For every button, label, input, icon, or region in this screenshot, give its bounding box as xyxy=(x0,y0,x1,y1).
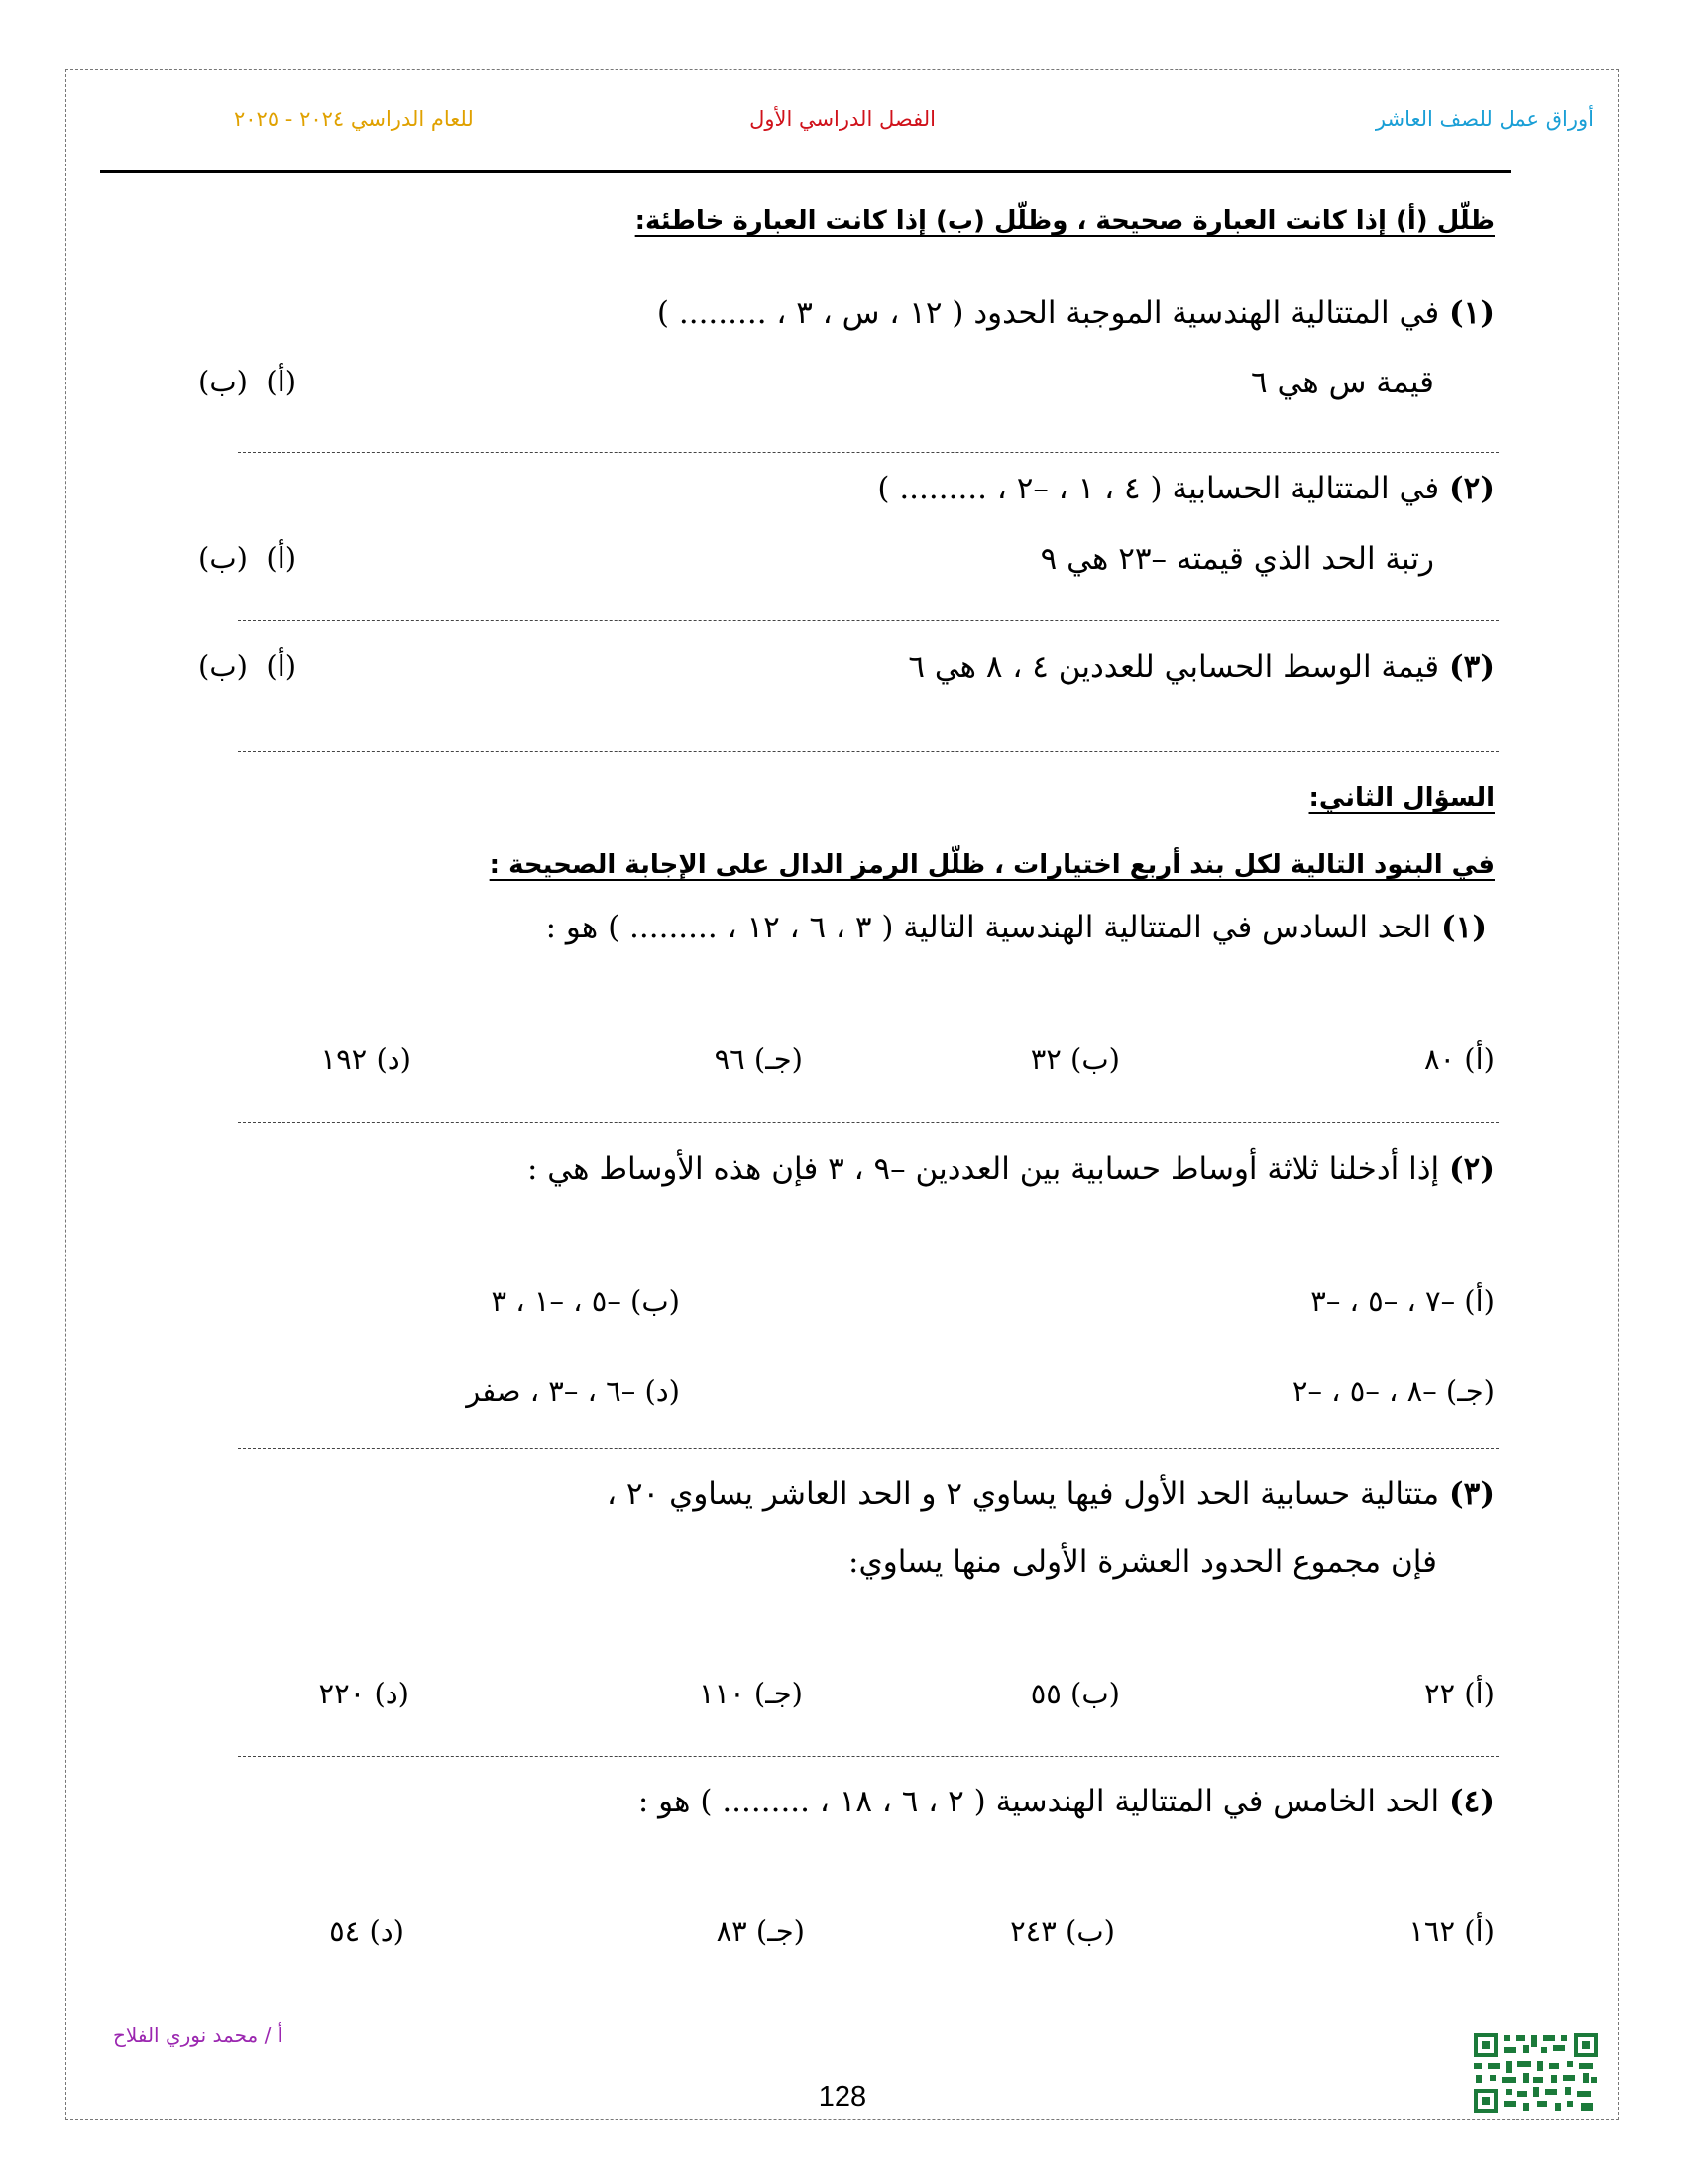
mcq-2-option-b[interactable]: (ب) –٥ ، –١ ، ٣ xyxy=(491,1284,680,1318)
question-text: إذا أدخلنا ثلاثة أوساط حسابية بين العددين –٩ ، ٣ فإن هذه الأوساط هي : xyxy=(526,1151,1440,1187)
header-grade-title: أوراق عمل للصف العاشر xyxy=(1375,107,1594,131)
question-text: متتالية حسابية الحد الأول فيها يساوي ٢ و الحد العاشر يساوي ٢٠ ، xyxy=(607,1476,1440,1512)
true-choice[interactable]: (أ) xyxy=(266,649,297,683)
tf-question-1 xyxy=(657,295,1495,331)
mcq-3-option-b[interactable]: (ب) ٥٥ xyxy=(1030,1677,1120,1710)
mcq-question-1 xyxy=(546,910,1487,945)
mcq-3-option-c[interactable]: (جـ) ١١٠ xyxy=(698,1677,803,1710)
mcq-1-option-b[interactable]: (ب) ٣٢ xyxy=(1030,1042,1120,1076)
question-number: (٢) xyxy=(1449,471,1495,506)
dashed-divider xyxy=(238,452,1499,453)
question-number: (١) xyxy=(1441,910,1487,945)
tf-question-2-choices xyxy=(198,541,296,575)
false-choice[interactable]: (ب) xyxy=(198,541,248,575)
header-academic-year: للعام الدراسي ٢٠٢٤ - ٢٠٢٥ xyxy=(234,107,474,131)
tf-question-2 xyxy=(877,471,1495,506)
author-name: أ / محمد نوري الفلاح xyxy=(113,2023,283,2047)
tf-question-2-statement: رتبة الحد الذي قيمته –٢٣ هي ٩ xyxy=(1040,541,1434,577)
tf-question-3-choices xyxy=(198,649,296,683)
dashed-divider xyxy=(238,1448,1499,1449)
dashed-divider xyxy=(238,1122,1499,1123)
mcq-4-option-c[interactable]: (جـ) ٨٣ xyxy=(716,1914,805,1948)
mcq-question-3-continuation: فإن مجموع الحدود العشرة الأولى منها يساوي: xyxy=(848,1544,1437,1580)
section2-title: السؤال الثاني: xyxy=(1308,783,1495,813)
qr-code-icon xyxy=(1472,2031,1600,2115)
mcq-4-option-b[interactable]: (ب) ٢٤٣ xyxy=(1010,1914,1115,1948)
mcq-2-option-a[interactable]: (أ) –٧ ، –٥ ، –٣ xyxy=(1310,1284,1495,1318)
question-text: قيمة الوسط الحسابي للعددين ٤ ، ٨ هي ٦ xyxy=(908,649,1440,685)
mcq-question-2 xyxy=(527,1151,1495,1187)
mcq-question-3 xyxy=(607,1476,1495,1512)
question-number: (١) xyxy=(1449,295,1495,331)
true-choice[interactable]: (أ) xyxy=(266,541,297,575)
mcq-2-option-c[interactable]: (جـ) –٨ ، –٥ ، –٢ xyxy=(1292,1374,1495,1408)
question-text: في المتتالية الهندسية الموجبة الحدود ( ١٢ ، س ، ٣ ، ......... ) xyxy=(656,295,1440,331)
false-choice[interactable]: (ب) xyxy=(198,365,248,398)
question-number: (٣) xyxy=(1449,1476,1495,1512)
question-text: في المتتالية الحسابية ( ٤ ، ١ ، –٢ ، ......... ) xyxy=(877,471,1440,506)
question-number: (٣) xyxy=(1449,649,1495,685)
question-text: الحد السادس في المتتالية الهندسية التالية ( ٣ ، ٦ ، ١٢ ، ......... ) هو : xyxy=(545,910,1432,945)
mcq-question-4 xyxy=(638,1784,1495,1819)
page-number: 128 xyxy=(818,2081,867,2113)
section2-instruction: في البنود التالية لكل بند أربع اختيارات ، ظلّل الرمز الدال على الإجابة الصحيحة : xyxy=(489,850,1495,880)
tf-question-1-choices xyxy=(198,365,296,398)
tf-question-3 xyxy=(908,649,1495,685)
dashed-divider xyxy=(238,1756,1499,1757)
dashed-divider xyxy=(238,751,1499,752)
question-number: (٢) xyxy=(1449,1151,1495,1187)
header-divider xyxy=(100,170,1511,173)
tf-question-1-statement: قيمة س هي ٦ xyxy=(1251,365,1434,400)
mcq-1-option-c[interactable]: (جـ) ٩٦ xyxy=(714,1042,803,1076)
mcq-4-option-a[interactable]: (أ) ١٦٢ xyxy=(1408,1914,1495,1948)
mcq-4-option-d[interactable]: (د) ٥٤ xyxy=(329,1914,404,1948)
question-text: الحد الخامس في المتتالية الهندسية ( ٢ ، ٦ ، ١٨ ، ......... ) هو : xyxy=(637,1784,1440,1819)
mcq-1-option-d[interactable]: (د) ١٩٢ xyxy=(320,1042,411,1076)
dashed-divider xyxy=(238,620,1499,621)
mcq-2-option-d[interactable]: (د) –٦ ، –٣ ، صفر xyxy=(466,1374,680,1408)
header-semester: الفصل الدراسي الأول xyxy=(749,107,936,131)
question-number: (٤) xyxy=(1449,1784,1495,1819)
section1-instruction: ظلّل (أ) إذا كانت العبارة صحيحة ، وظلّل (ب) إذا كانت العبارة خاطئة: xyxy=(634,206,1495,236)
mcq-1-option-a[interactable]: (أ) ٨٠ xyxy=(1423,1042,1495,1076)
false-choice[interactable]: (ب) xyxy=(198,649,248,683)
mcq-3-option-d[interactable]: (د) ٢٢٠ xyxy=(318,1677,409,1710)
true-choice[interactable]: (أ) xyxy=(266,365,297,398)
mcq-3-option-a[interactable]: (أ) ٢٢ xyxy=(1423,1677,1495,1710)
